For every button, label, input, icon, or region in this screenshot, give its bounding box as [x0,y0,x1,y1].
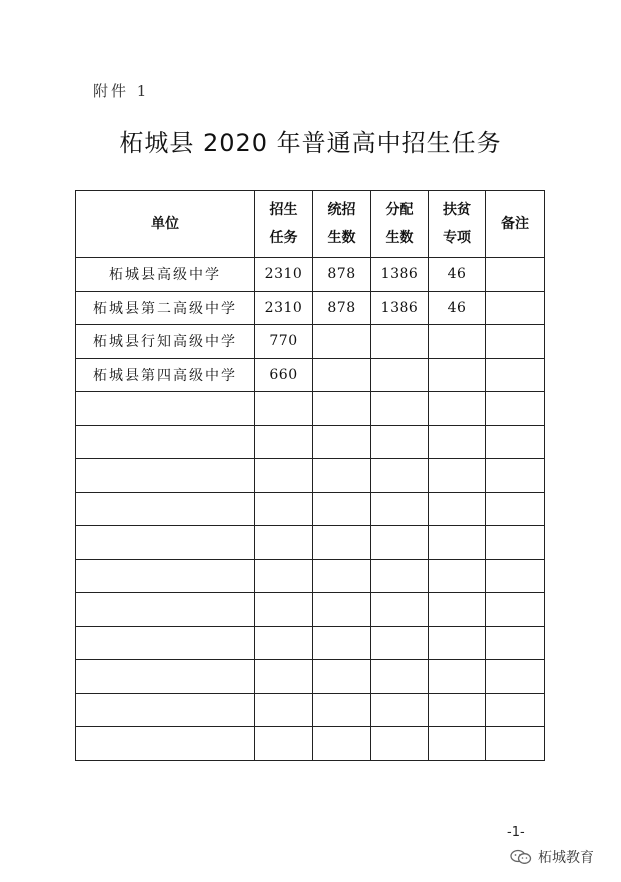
cell-poverty [429,459,486,493]
cell-quota [255,526,313,560]
header-allocated [371,191,429,258]
cell-unit [76,693,255,727]
page-number: -1- [507,825,525,840]
header-poverty [429,191,486,258]
cell-quota [255,459,313,493]
table-header-row [76,191,545,258]
cell-unit [76,660,255,694]
table-row [76,425,545,459]
cell-poverty [429,727,486,761]
cell-poverty [429,392,486,426]
cell-quota [255,425,313,459]
cell-allocated [371,660,429,694]
cell-general [313,492,371,526]
cell-general [313,526,371,560]
header-unit-line: 单位 [151,216,179,232]
cell-remarks [486,559,545,593]
cell-poverty [429,526,486,560]
cell-quota [255,693,313,727]
header-remarks [486,191,545,258]
enrollment-quota-table [75,190,545,761]
cell-remarks [486,459,545,493]
cell-allocated [371,492,429,526]
cell-remarks [486,727,545,761]
wechat-icon [510,849,532,865]
cell-general [313,693,371,727]
cell-unit [76,425,255,459]
header-unit [76,191,255,258]
cell-general [313,325,371,359]
cell-poverty [429,693,486,727]
cell-unit [76,526,255,560]
cell-poverty [429,358,486,392]
cell-unit [76,492,255,526]
cell-remarks [486,626,545,660]
cell-poverty [429,660,486,694]
cell-unit [76,727,255,761]
cell-quota [255,660,313,694]
header-general [313,191,371,258]
cell-general: 878 [313,291,371,325]
table-row [76,392,545,426]
cell-poverty [429,593,486,627]
cell-general [313,727,371,761]
cell-allocated [371,392,429,426]
cell-poverty: 46 [429,291,486,325]
cell-remarks [486,660,545,694]
header-general-line: 统招 [327,202,356,218]
cell-allocated: 1386 [371,258,429,292]
header-poverty-line: 扶贫 [443,202,471,218]
watermark-text: 柘城教育 [538,850,594,866]
header-general-line: 生数 [327,230,356,246]
cell-general [313,626,371,660]
cell-unit [76,392,255,426]
cell-quota [255,392,313,426]
attachment-label: 附件 1 [93,82,150,100]
cell-allocated [371,559,429,593]
cell-allocated [371,727,429,761]
table-row [76,291,545,325]
cell-quota [255,593,313,627]
cell-poverty: 46 [429,258,486,292]
cell-unit: 柘城县行知高级中学 [76,325,255,359]
cell-quota [255,559,313,593]
table-row [76,459,545,493]
cell-poverty [429,492,486,526]
table-row [76,258,545,292]
cell-allocated [371,626,429,660]
cell-quota [255,727,313,761]
cell-remarks [486,358,545,392]
header-allocated-line: 生数 [385,230,414,246]
cell-unit [76,626,255,660]
cell-remarks [486,258,545,292]
cell-quota: 660 [255,358,313,392]
header-quota-line: 招生 [269,202,298,218]
cell-unit [76,459,255,493]
cell-remarks [486,593,545,627]
header-allocated-line: 分配 [385,202,414,218]
cell-unit [76,559,255,593]
table-body [76,258,545,761]
cell-unit [76,593,255,627]
cell-allocated [371,693,429,727]
document-title: 柘城县 2020 年普通高中招生任务 [119,129,502,157]
cell-quota: 2310 [255,258,313,292]
cell-general [313,392,371,426]
cell-quota [255,492,313,526]
cell-poverty [429,559,486,593]
cell-general [313,358,371,392]
cell-remarks [486,291,545,325]
table-row [76,660,545,694]
cell-general [313,593,371,627]
cell-remarks [486,693,545,727]
table-row [76,325,545,359]
cell-allocated [371,526,429,560]
cell-general [313,559,371,593]
cell-poverty [429,626,486,660]
cell-general [313,459,371,493]
cell-poverty [429,325,486,359]
cell-allocated [371,425,429,459]
cell-quota: 2310 [255,291,313,325]
table-row [76,727,545,761]
cell-allocated: 1386 [371,291,429,325]
wechat-watermark [510,847,594,867]
cell-unit: 柘城县高级中学 [76,258,255,292]
cell-remarks [486,425,545,459]
cell-general: 878 [313,258,371,292]
cell-quota [255,626,313,660]
cell-remarks [486,526,545,560]
cell-remarks [486,325,545,359]
cell-allocated [371,459,429,493]
cell-remarks [486,392,545,426]
header-quota-line: 任务 [269,230,298,246]
cell-general [313,660,371,694]
cell-quota: 770 [255,325,313,359]
table-row [76,593,545,627]
table-row [76,492,545,526]
header-remarks-line: 备注 [501,216,529,232]
cell-poverty [429,425,486,459]
header-poverty-line: 专项 [443,230,471,246]
table-row [76,559,545,593]
cell-unit: 柘城县第二高级中学 [76,291,255,325]
table-row [76,626,545,660]
header-quota [255,191,313,258]
cell-unit: 柘城县第四高级中学 [76,358,255,392]
cell-general [313,425,371,459]
cell-allocated [371,325,429,359]
table-row [76,526,545,560]
table-row [76,693,545,727]
cell-allocated [371,358,429,392]
cell-allocated [371,593,429,627]
cell-remarks [486,492,545,526]
table-row [76,358,545,392]
